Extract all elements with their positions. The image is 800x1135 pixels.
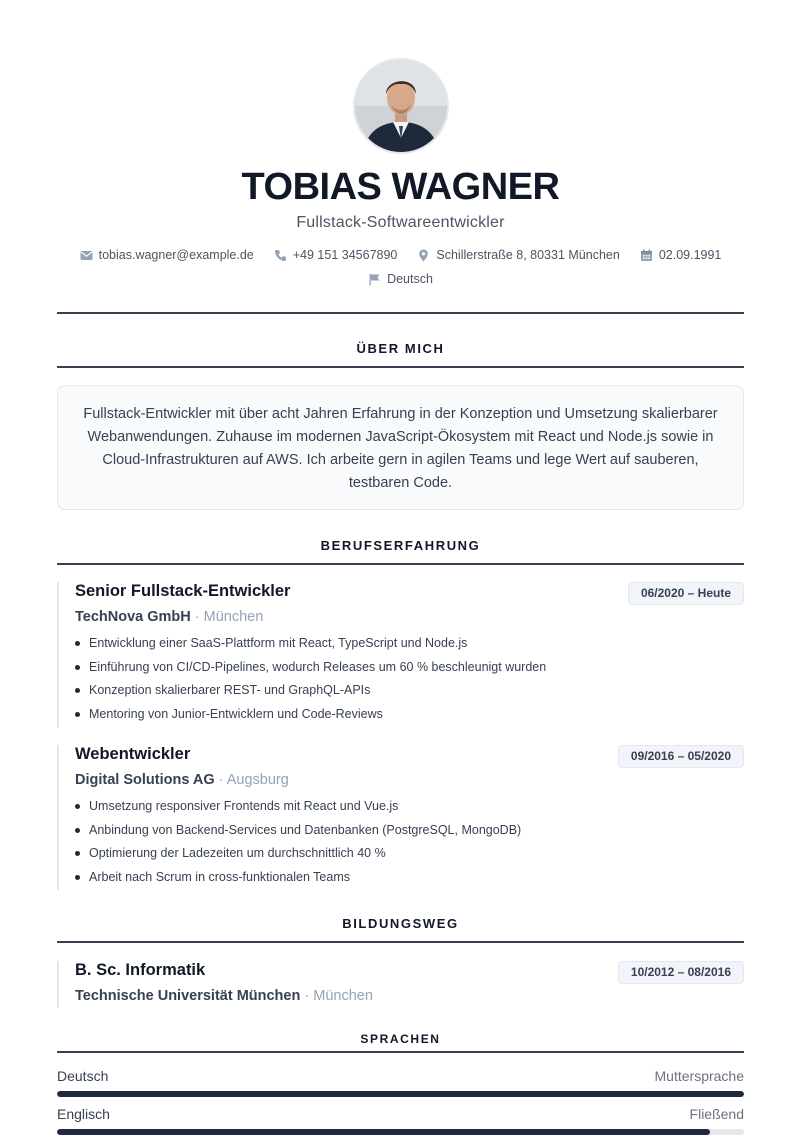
section-title-education: BILDUNGSWEG xyxy=(342,916,459,931)
list-item: Mentoring von Junior-Entwicklern und Code-Reviews xyxy=(75,707,546,731)
contact-birthdate xyxy=(640,248,722,262)
contact-address xyxy=(417,248,619,262)
date-badge: 09/2016 – 05/2020 xyxy=(618,745,744,768)
contact-phone[interactable] xyxy=(274,248,398,262)
list-item: Einführung von CI/CD-Pipelines, wodurch Releases um 60 % beschleunigt wurden xyxy=(75,660,546,684)
address-text: Schillerstraße 8, 80331 München xyxy=(436,248,620,262)
company-line xyxy=(75,609,263,625)
entry-bar xyxy=(57,745,59,890)
date-badge: 06/2020 – Heute xyxy=(628,582,744,605)
person-photo-icon xyxy=(355,60,447,152)
language-level: Muttersprache xyxy=(654,1068,744,1084)
degree-title: B. Sc. Informatik xyxy=(75,961,206,979)
company-line xyxy=(75,772,289,788)
summary-text: Fullstack-Entwickler mit über acht Jahren Erfahrung in der Konzeption und Umsetzung skalierbarer Webanwendungen. Zuhause im modernen JavaScript-Ökosystem mit React und Node.js sowie in Cloud-Infrastrukturen auf AWS. Ich arbeite gern in agilen Teams und lege Wert auf sauberen, testbaren Code. xyxy=(83,406,718,491)
proficiency-bar xyxy=(57,1129,744,1135)
candidate-name: TOBIAS WAGNER xyxy=(241,166,560,208)
date-badge: 10/2012 – 08/2016 xyxy=(618,961,744,984)
company-name: TechNova GmbH xyxy=(75,609,191,625)
institution-line xyxy=(75,988,373,1004)
calendar-icon xyxy=(640,249,653,262)
job-title: Fullstack-Softwareentwickler xyxy=(296,214,505,231)
contact-info xyxy=(57,248,744,262)
list-item: Umsetzung responsiver Frontends mit React und Vue.js xyxy=(75,799,521,823)
summary-box xyxy=(57,385,744,510)
separator: · xyxy=(194,609,204,625)
language-name: Englisch xyxy=(57,1106,110,1122)
separator: · xyxy=(218,772,227,788)
section-divider-languages xyxy=(57,1051,744,1053)
email-text: tobias.wagner@example.de xyxy=(98,248,254,262)
contact-email[interactable] xyxy=(80,248,254,262)
section-title-languages: SPRACHEN xyxy=(360,1032,441,1046)
language-name: Deutsch xyxy=(57,1068,109,1084)
entry-bar xyxy=(57,961,59,1008)
proficiency-fill xyxy=(57,1129,710,1135)
education-entry xyxy=(57,961,744,1008)
proficiency-bar xyxy=(57,1091,744,1097)
section-title-experience: BERUFSERFAHRUNG xyxy=(320,538,481,553)
section-divider-about xyxy=(57,366,744,368)
institution-name: Technische Universität München xyxy=(75,988,301,1004)
flag-icon xyxy=(368,273,381,286)
list-item: Anbindung von Backend-Services und Datenbanken (PostgreSQL, MongoDB) xyxy=(75,823,521,847)
birthdate-text: 02.09.1991 xyxy=(658,248,722,262)
location-pin-icon xyxy=(417,249,430,262)
list-item: Entwicklung einer SaaS-Plattform mit React, TypeScript und Node.js xyxy=(75,636,546,660)
contact-info-secondary xyxy=(57,272,744,286)
section-divider-education xyxy=(57,941,744,943)
company-location: Augsburg xyxy=(226,772,289,788)
list-item: Optimierung der Ladezeiten um durchschnittlich 40 % xyxy=(75,846,521,870)
avatar xyxy=(353,58,449,154)
responsibility-list xyxy=(75,636,546,730)
resume-page xyxy=(57,0,744,1131)
phone-text: +49 151 34567890 xyxy=(292,248,398,262)
envelope-icon xyxy=(80,249,93,262)
job-position: Webentwickler xyxy=(75,745,191,763)
language-level: Fließend xyxy=(689,1106,744,1122)
section-divider-experience xyxy=(57,563,744,565)
entry-bar xyxy=(57,582,59,728)
list-item: Arbeit nach Scrum in cross-funktionalen Teams xyxy=(75,870,521,894)
phone-icon xyxy=(274,249,287,262)
job-position: Senior Fullstack-Entwickler xyxy=(75,582,291,600)
contact-nationality xyxy=(368,272,433,286)
institution-location: München xyxy=(313,988,373,1004)
company-location: München xyxy=(203,609,264,625)
nationality-text: Deutsch xyxy=(387,272,433,286)
header-divider xyxy=(57,312,744,314)
list-item: Konzeption skalierbarer REST- und GraphQL-APIs xyxy=(75,683,546,707)
proficiency-fill xyxy=(57,1091,744,1097)
responsibility-list xyxy=(75,799,521,893)
section-title-about: ÜBER MICH xyxy=(356,341,445,356)
company-name: Digital Solutions AG xyxy=(75,772,215,788)
separator: · xyxy=(304,988,314,1004)
experience-entry xyxy=(57,582,744,728)
experience-entry xyxy=(57,745,744,890)
